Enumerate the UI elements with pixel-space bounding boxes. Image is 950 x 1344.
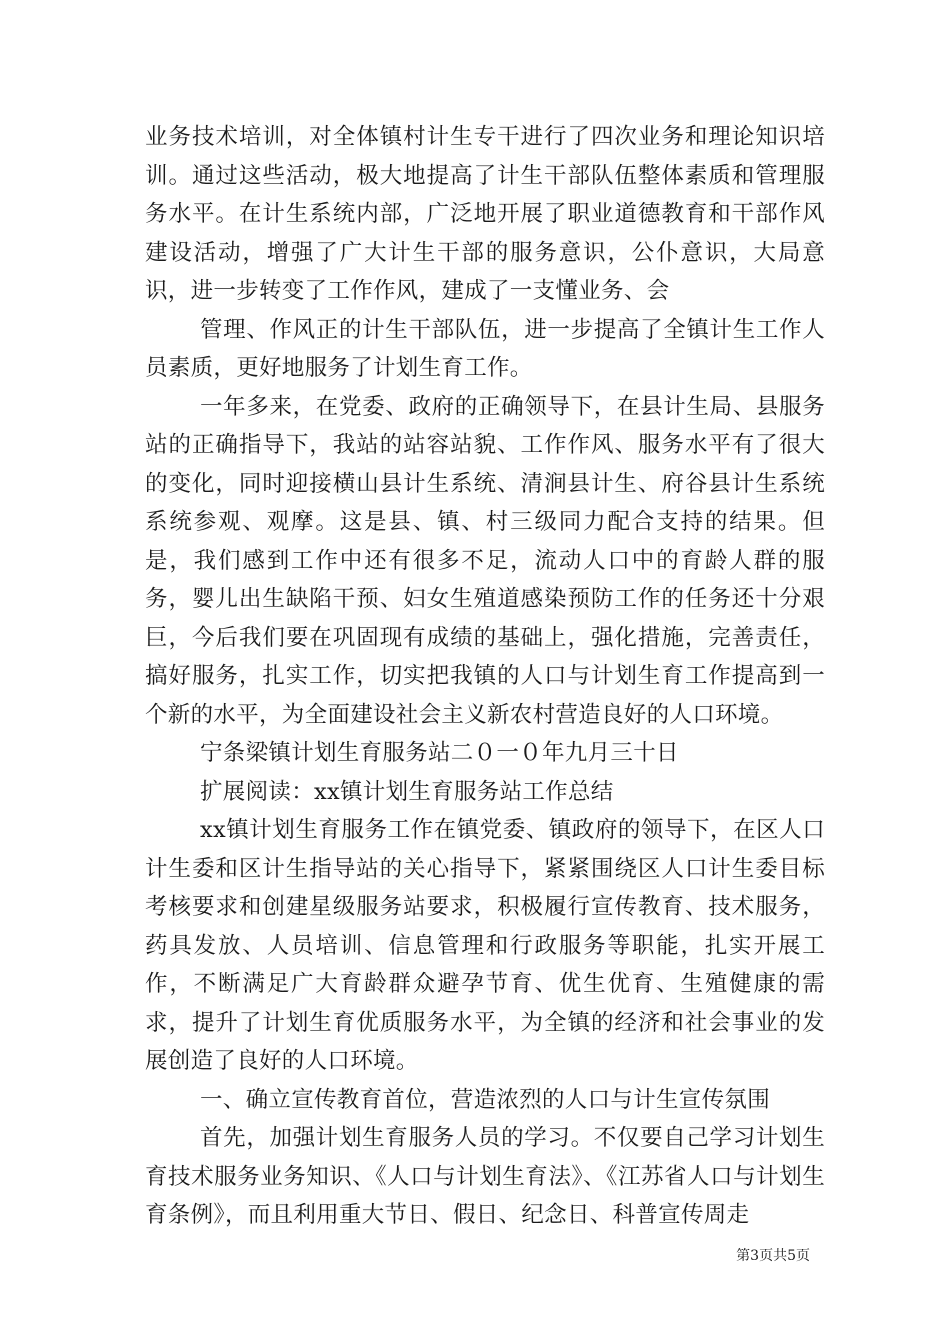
paragraph-training-continuation: 业务技术培训，对全体镇村计生专干进行了四次业务和理论知识培训。通过这些活动，极大地提高了计生干部队伍整体素质和管理服务水平。在计生系统内部，广泛地开展了职业道德教育和干部作风建设活动，增强了广大计生干部的服务意识，公仆意识，大局意识，进一步转变了工作作风，建成了一支懂业务、会 <box>145 124 825 304</box>
document-body <box>145 118 825 1235</box>
page-number-footer: 第3页共5页 <box>736 1248 810 1264</box>
paragraph-year-review: 一年多来，在党委、政府的正确领导下，在县计生局、县服务站的正确指导下，我站的站容站貌、工作作风、服务水平有了很大的变化，同时迎接横山县计生系统、清涧县计生、府谷县计生系统系统参观、观摩。这是县、镇、村三级同力配合支持的结果。但是，我们感到工作中还有很多不足，流动人口中的育龄人群的服务，婴儿出生缺陷干预、妇女生殖道感染预防工作的任务还十分艰巨，今后我们要在巩固现有成绩的基础上，强化措施，完善责任，搞好服务，扎实工作，切实把我镇的人口与计划生育工作提高到一个新的水平，为全面建设社会主义新农村营造良好的人口环境。 <box>145 393 825 728</box>
signature-date-line: 宁条梁镇计划生育服务站二０一０年九月三十日 <box>200 740 679 766</box>
paragraph-service-summary: xx镇计划生育服务工作在镇党委、镇政府的领导下，在区人口计生委和区计生指导站的关心指导下，紧紧围绕区人口计生委目标考核要求和创建星级服务站要求，积极履行宣传教育、技术服务，药具发放、人员培训、信息管理和行政服务等职能，扎实开展工作，不断满足广大育龄群众避孕节育、优生优育、生殖健康的需求，提升了计划生育优质服务水平，为全镇的经济和社会事业的发展创造了良好的人口环境。 <box>145 817 825 1074</box>
section-heading-publicity: 一、确立宣传教育首位，营造浓烈的人口与计生宣传氛围 <box>200 1086 771 1113</box>
paragraph-management-team: 管理、作风正的计生干部队伍，进一步提高了全镇计生工作人员素质，更好地服务了计划生育工作。 <box>145 316 825 381</box>
paragraph-staff-learning: 首先，加强计划生育服务人员的学习。不仅要自己学习计划生育技术服务业务知识、《人口与计划生育法》、《江苏省人口与计划生育条例》，而且利用重大节日、假日、纪念日、科普宣传周走 <box>145 1125 825 1228</box>
extended-reading-heading: 扩展阅读：xx镇计划生育服务站工作总结 <box>200 778 614 805</box>
